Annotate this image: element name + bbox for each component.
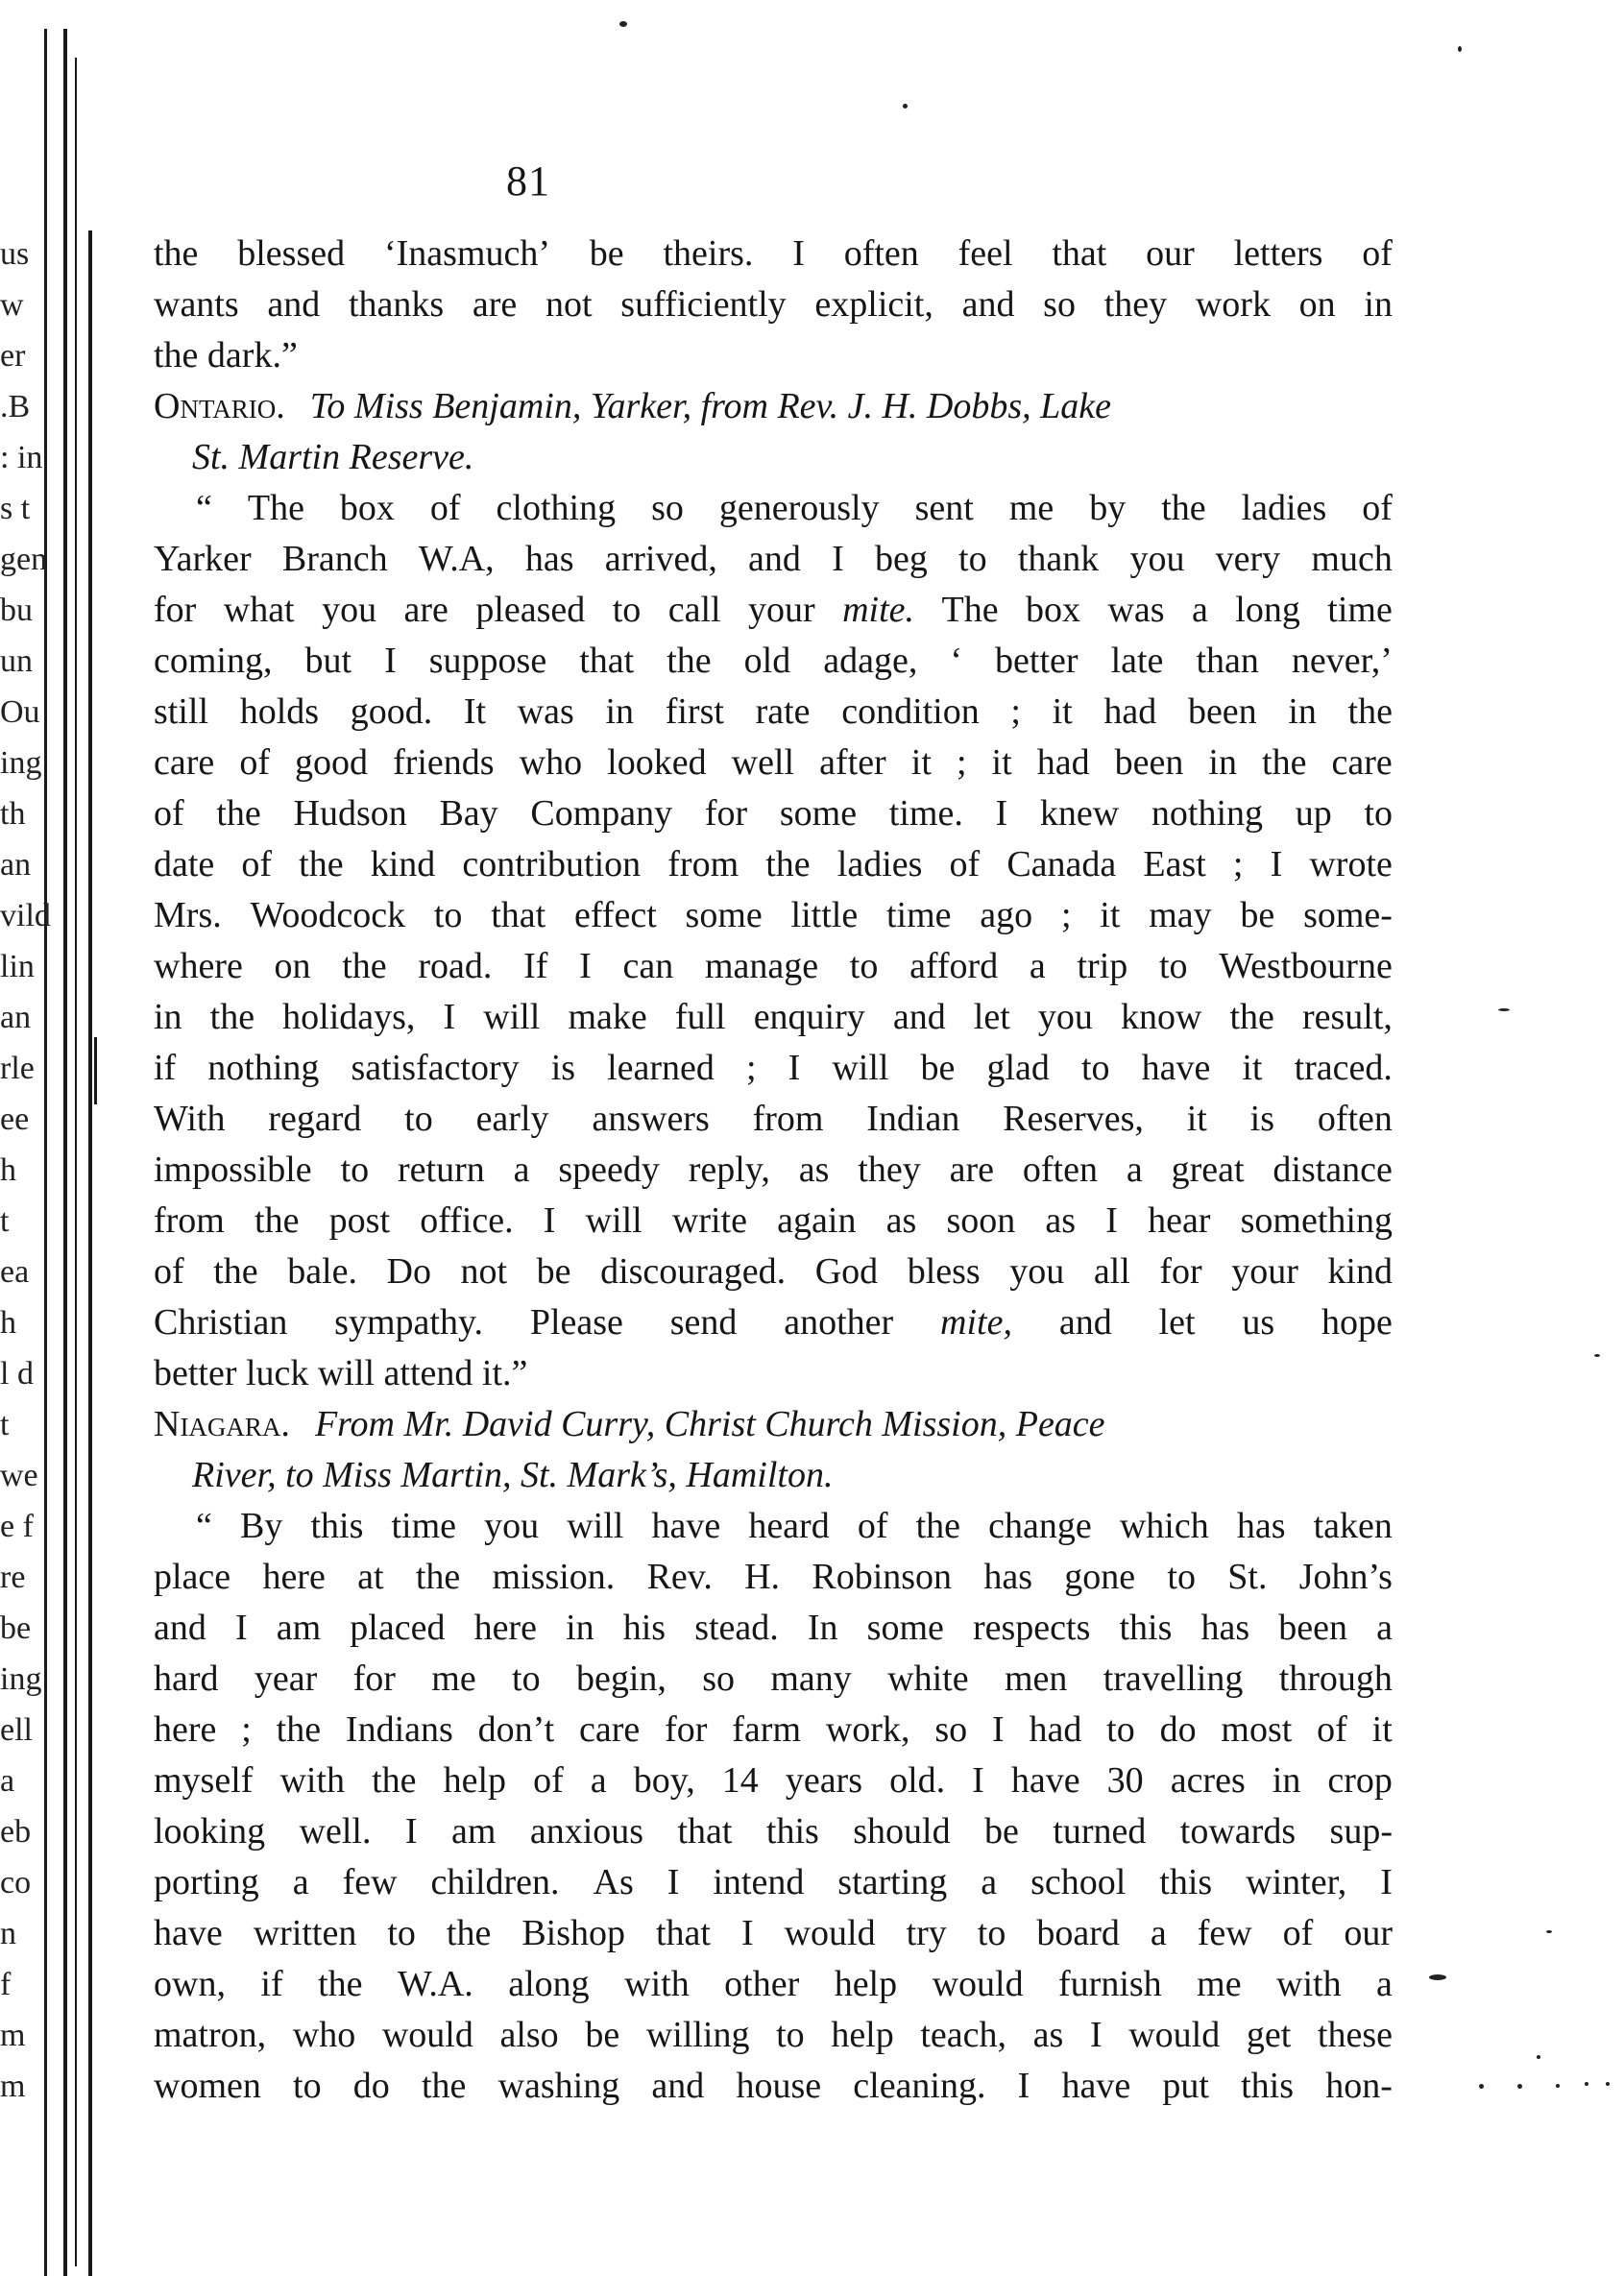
margin-fragment: ell [0, 1712, 33, 1748]
margin-fragment: s t [0, 491, 31, 526]
stray-speck [1546, 1930, 1552, 1933]
stray-speck [1479, 2084, 1484, 2089]
letter-line: own, if the W.A. along with other help would furnish me with a [154, 1964, 1393, 2004]
letter-line: care of good friends who looked well after it ; it had been in the care [154, 742, 1393, 783]
letter-line: date of the kind contribution from the ladies of Canada East ; I wrote [154, 844, 1393, 884]
margin-fragment: be [0, 1610, 32, 1646]
margin-fragment: f [0, 1967, 12, 2002]
letter-body [154, 483, 1393, 1348]
page-number: 81 [506, 157, 550, 205]
margin-fragment: ing [0, 745, 42, 781]
margin-fragment: a [0, 1763, 15, 1799]
letter-line: coming, but I suppose that the old adage, ‘ better late than never,’ [154, 641, 1393, 681]
stray-speck [1606, 2082, 1610, 2086]
letter-line: if nothing satisfactory is learned ; I will be glad to have it traced. [154, 1048, 1393, 1088]
letter-line: of the bale. Do not be discouraged. God bless you all for your kind [154, 1251, 1393, 1292]
letter-line: for what you are pleased to call your mite. The box was a long time [154, 590, 1393, 630]
binding-gutter-line [94, 1037, 97, 1104]
margin-fragment: : in [0, 440, 43, 475]
margin-fragment: ea [0, 1254, 30, 1290]
margin-fragment: t [0, 1203, 10, 1239]
ontario-letter [154, 381, 1393, 1399]
margin-fragment: th [0, 796, 26, 832]
margin-fragment: lin [0, 949, 35, 984]
margin-fragment: m [0, 2069, 26, 2104]
margin-fragment: e f [0, 1509, 34, 1544]
margin-fragment: an [0, 847, 32, 883]
diocese-heading: Ontario. [154, 386, 285, 426]
margin-fragment: an [0, 1000, 32, 1035]
letter-line: where on the road. If I can manage to afford a trip to Westbourne [154, 946, 1393, 986]
letter-title-continued: St. Martin Reserve. [192, 437, 474, 477]
margin-fragment: h [0, 1305, 16, 1341]
letter-title-continued: River, to Miss Martin, St. Mark’s, Hamilton. [192, 1455, 834, 1495]
letter-line: place here at the mission. Rev. H. Robinson has gone to St. John’s [154, 1557, 1393, 1597]
margin-fragment: ing [0, 1661, 42, 1697]
page-body [154, 229, 1393, 2112]
letter-line: “ The box of clothing so generously sent me by the ladies of [196, 488, 1393, 528]
margin-fragment: gen [0, 542, 48, 577]
letter-line: impossible to return a speedy reply, as they are often a great distance [154, 1150, 1393, 1190]
margin-fragment: .B [0, 389, 31, 424]
letter-line: hard year for me to begin, so many white men travelling through [154, 1659, 1393, 1699]
letter-line: have written to the Bishop that I would try to board a few of our [154, 1913, 1393, 1953]
margin-fragment: rle [0, 1051, 35, 1086]
letter-line: still holds good. It was in first rate condition ; it had been in the [154, 691, 1393, 732]
binding-gutter-line [88, 230, 92, 2276]
stray-speck [1594, 1354, 1600, 1357]
stray-speck [1517, 2084, 1522, 2089]
margin-fragments [0, 229, 88, 2112]
letter-line: from the post office. I will write again as soon as I hear something [154, 1200, 1393, 1241]
stray-speck [1537, 2055, 1540, 2059]
margin-fragment: un [0, 643, 33, 679]
margin-fragment: eb [0, 1814, 32, 1850]
margin-fragment: t [0, 1407, 10, 1442]
letter-line: in the holidays, I will make full enquiry and let you know the result, [154, 997, 1393, 1037]
letter-line-last: better luck will attend it.” [154, 1353, 528, 1393]
intro-paragraph [154, 229, 1393, 381]
letter-line: Mrs. Woodcock to that effect some little time ago ; it may be some- [154, 895, 1393, 935]
ontario-heading-line [154, 381, 1393, 432]
letter-line: women to do the washing and house cleaning. I have put this hon- [154, 2066, 1393, 2106]
letter-line: Christian sympathy. Please send another mite, and let us hope [154, 1302, 1393, 1343]
margin-fragment: bu [0, 593, 33, 628]
margin-fragment: w [0, 287, 24, 323]
niagara-letter [154, 1399, 1393, 2112]
letter-line: With regard to early answers from Indian Reserves, it is often [154, 1099, 1393, 1139]
letter-line: Yarker Branch W.A, has arrived, and I beg to thank you very much [154, 539, 1393, 579]
letter-line: here ; the Indians don’t care for farm work, so I had to do most of it [154, 1709, 1393, 1750]
diocese-heading: Niagara. [154, 1404, 290, 1444]
letter-title: To Miss Benjamin, Yarker, from Rev. J. H. Dobbs, Lake [309, 386, 1111, 426]
stray-speck [1585, 2082, 1588, 2086]
margin-fragment: vild [0, 898, 51, 933]
letter-line: “ By this time you will have heard of the change which has taken [196, 1506, 1393, 1546]
stray-speck [1556, 2084, 1560, 2088]
margin-fragment: us [0, 236, 30, 272]
letter-line: of the Hudson Bay Company for some time. I knew nothing up to [154, 793, 1393, 834]
stray-speck [1429, 1974, 1446, 1980]
stray-speck [1498, 1008, 1510, 1011]
margin-fragment: we [0, 1458, 38, 1493]
letter-line: looking well. I am anxious that this should be turned towards sup- [154, 1811, 1393, 1852]
stray-speck [619, 21, 627, 27]
letter-title: From Mr. David Curry, Christ Church Mission, Peace [314, 1404, 1105, 1444]
letter-line: and I am placed here in his stead. In some respects this has been a [154, 1608, 1393, 1648]
margin-fragment: n [0, 1916, 16, 1951]
niagara-heading-line [154, 1399, 1393, 1450]
intro-line: wants and thanks are not sufficiently explicit, and so they work on in [154, 284, 1393, 325]
intro-line: the blessed ‘Inasmuch’ be theirs. I often feel that our letters of [154, 233, 1393, 274]
margin-fragment: re [0, 1560, 26, 1595]
letter-line: myself with the help of a boy, 14 years old. I have 30 acres in crop [154, 1760, 1393, 1801]
margin-fragment: h [0, 1152, 16, 1188]
margin-fragment: l d [0, 1356, 34, 1392]
margin-fragment: co [0, 1865, 32, 1901]
margin-fragment: er [0, 338, 26, 374]
letter-line: matron, who would also be willing to help teach, as I would get these [154, 2015, 1393, 2055]
letter-body [154, 1501, 1393, 2112]
stray-speck [1458, 46, 1462, 52]
margin-fragment: m [0, 2018, 26, 2053]
stray-speck [903, 104, 908, 109]
margin-fragment: ee [0, 1102, 30, 1137]
intro-line-last: the dark.” [154, 335, 298, 375]
letter-line: porting a few children. As I intend starting a school this winter, I [154, 1862, 1393, 1902]
margin-fragment: Ou [0, 694, 40, 730]
